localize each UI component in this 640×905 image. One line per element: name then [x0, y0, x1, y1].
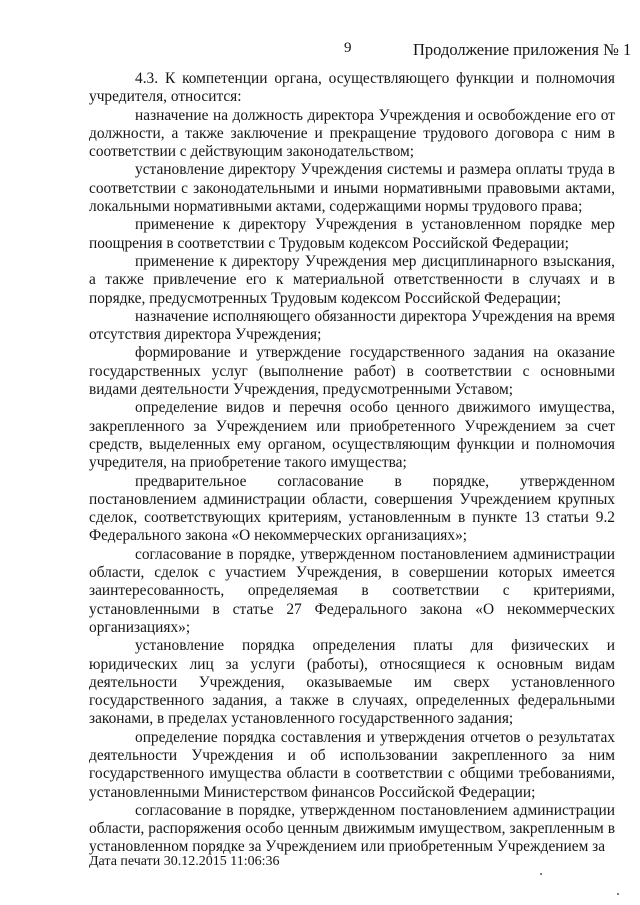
item-reports-procedure: определение порядка составления и утверждения отчетов о результатах деятельности Учреждения и об использовании закрепленного за ним государственного имущества области в соответствии с общими требованиями, установленными Министерством финансов Российской Федерации; [89, 728, 615, 801]
item-disciplinary-measures: применение к директору Учреждения мер дисциплинарного взыскания, а также привлечение его к материальной ответственности в случаях и в порядке, предусмотренных Трудовым кодексом Российской Федерации; [89, 252, 615, 307]
appendix-heading: Продолжение приложения № 1 [413, 40, 632, 59]
item-valuable-property: определение видов и перечня особо ценного движимого имущества, закрепленного за Учреждением или приобретенного Учреждением за счет средств, выделенных ему органом, осуществляющим функции и полномочия учредителя, на приобретение такого имущества; [89, 399, 615, 472]
item-salary-system: установление директору Учреждения системы и размера оплаты труда в соответствии с законодательными и иными нормативными правовыми актами, локальными нормативными актами, содержащими нормы трудового права; [89, 161, 615, 216]
scan-speck [617, 893, 619, 895]
item-fee-procedure: установление порядка определения платы для физических и юридических лиц за услуги (работы), относящиеся к основным видам деятельности Учреждения, оказываемые им сверх установленного государственного задания, а также в случаях, определенных федеральными законами, в пределах установленного государственного задания; [89, 637, 615, 728]
item-major-transactions: предварительное согласование в порядке, утвержденном постановлением администрации области, совершения Учреждением крупных сделок, соответствующих критериям, установленным в пункте 13 статьи 9.2 Федерального закона «О некоммерческих организациях»; [89, 472, 615, 545]
item-director-appointment: назначение на должность директора Учреждения и освобождение его от должности, а также заключение и прекращение трудового договора с ним в соответствии с действующим законодательством; [89, 106, 615, 161]
print-date-footer: Дата печати 30.12.2015 11:06:36 [89, 854, 280, 869]
item-interested-transactions: согласование в порядке, утвержденном постановлением администрации области, сделок с участием Учреждения, в совершении которых имеется заинтересованность, определяемая в соответствии с критериями, установленными в статье 27 Федерального закона «О некоммерческих организациях»; [89, 545, 615, 636]
paragraph-4-3: 4.3. К компетенции органа, осуществляющего функции и полномочия учредителя, относится: [89, 70, 615, 106]
item-incentive-measures: применение к директору Учреждения в установленном порядке мер поощрения в соответствии с Трудовым кодексом Российской Федерации; [89, 216, 615, 252]
page-number: 9 [344, 40, 352, 56]
item-property-disposal: согласование в порядке, утвержденном постановлением администрации области, распоряжения особо ценным движимым имуществом, закрепленным в установленном порядке за Учреждением или приобретенным Учреждением за [89, 801, 615, 856]
scan-speck [540, 873, 542, 875]
item-acting-director: назначение исполняющего обязанности директора Учреждения на время отсутствия директора Учреждения; [89, 307, 615, 344]
item-state-assignment: формирование и утверждение государственного задания на оказание государственных услуг (выполнение работ) в соответствии с основными видами деятельности Учреждения, предусмотренными Уставом; [89, 344, 615, 399]
document-body [89, 70, 615, 857]
